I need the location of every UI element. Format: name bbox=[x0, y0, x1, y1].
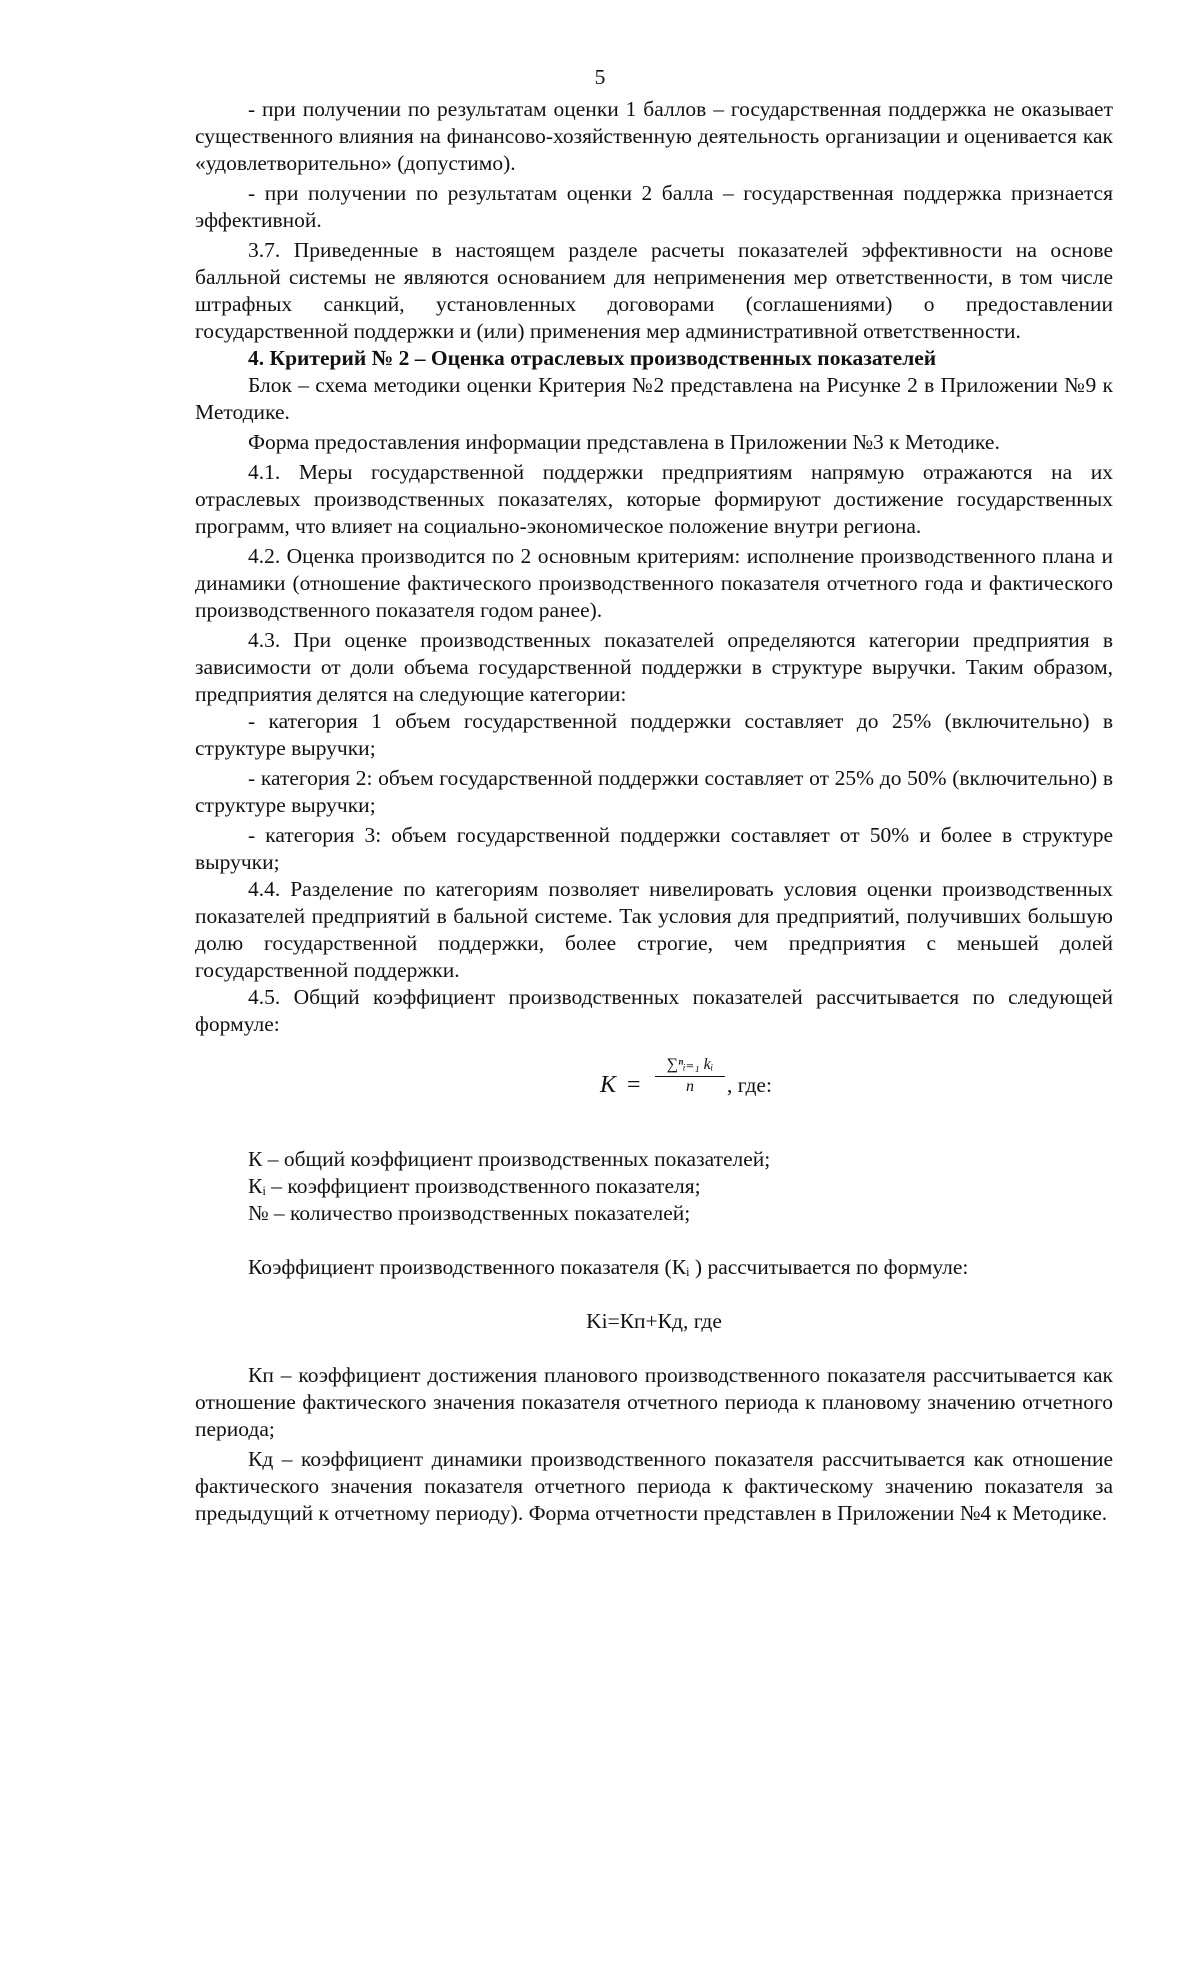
formula-numerator: ∑ⁿᵢ₌₁ kᵢ bbox=[655, 1056, 725, 1077]
spacer bbox=[195, 1227, 1113, 1254]
paragraph-4-1: 4.1. Меры государственной поддержки предприятиям напрямую отражаются на их отраслевых производственных показателях, которые формируют достижение государственных программ, что влияет на социально-экономическое положение внутри региона. bbox=[195, 460, 1113, 538]
definition-kp: Кп – коэффициент достижения планового производственного показателя рассчитывается как отношение фактического значения показателя отчетного периода к плановому значению отчетного периода; bbox=[195, 1363, 1113, 1441]
definition-k: К – общий коэффициент производственных показателей; bbox=[248, 1147, 771, 1171]
paragraph-form: Форма предоставления информации представлена в Приложении №3 к Методике. bbox=[248, 430, 1000, 454]
paragraph-4-3: 4.3. При оценке производственных показателей определяются категории предприятия в зависимости от доли объема государственной поддержки в структуре выручки. Таким образом, предприятия делятся на следующие категории: bbox=[195, 628, 1113, 706]
formula-fraction bbox=[655, 1056, 725, 1097]
definition-ki: Кᵢ – коэффициент производственного показателя; bbox=[248, 1174, 701, 1198]
formula-suffix: , где: bbox=[727, 1073, 772, 1097]
paragraph-block-scheme: Блок – схема методики оценки Критерия №2 представлена на Рисунке 2 в Приложении №9 к Методике. bbox=[195, 373, 1113, 424]
paragraph-4-5: 4.5. Общий коэффициент производственных показателей рассчитывается по следующей формуле: bbox=[195, 985, 1113, 1036]
paragraph-score-2: - при получении по результатам оценки 2 балла – государственная поддержка признается эффективной. bbox=[195, 181, 1113, 232]
list-item-category-3: - категория 3: объем государственной поддержки составляет от 50% и более в структуре выручки; bbox=[195, 823, 1113, 874]
list-item-category-1: - категория 1 объем государственной поддержки составляет до 25% (включительно) в структуре выручки; bbox=[195, 709, 1113, 760]
spacer bbox=[195, 1281, 1113, 1308]
spacer bbox=[195, 1335, 1113, 1362]
list-item-category-2: - категория 2: объем государственной поддержки составляет от 25% до 50% (включительно) в структуре выручки; bbox=[195, 766, 1113, 817]
formula-equals: = bbox=[627, 1072, 641, 1098]
formula-denominator: n bbox=[686, 1078, 694, 1095]
formula-ki: Ki=Кп+Кд, где bbox=[586, 1309, 722, 1333]
page-number: 5 bbox=[594, 65, 606, 89]
formula-total-coefficient bbox=[195, 1050, 1113, 1128]
document-body bbox=[195, 96, 1113, 1527]
paragraph-4-4: 4.4. Разделение по категориям позволяет нивелировать условия оценки производственных показателей предприятий в бальной системе. Так условия для предприятий, получивших большую долю государственной поддержки, более строгие, чем предприятия с меньшей долей государственной поддержки. bbox=[195, 877, 1113, 982]
definition-kd: Кд – коэффициент динамики производственного показателя рассчитывается как отношение фактического значения показателя отчетного периода к фактическому значению показателя за предыдущий к отчетному периоду). Форма отчетности представлен в Приложении №4 к Методике. bbox=[195, 1447, 1113, 1525]
paragraph-4-2: 4.2. Оценка производится по 2 основным критериям: исполнение производственного плана и динамики (отношение фактического производственного показателя отчетного года и фактического производственного показателя годом ранее). bbox=[195, 544, 1113, 622]
formula-lhs: K bbox=[600, 1072, 617, 1098]
section-heading: 4. Критерий № 2 – Оценка отраслевых производственных показателей bbox=[248, 346, 937, 370]
definition-n: № – количество производственных показателей; bbox=[248, 1201, 691, 1225]
paragraph-score-1: - при получении по результатам оценки 1 баллов – государственная поддержка не оказывает существенного влияния на финансово-хозяйственную деятельность организации и оценивается как «удовлетворительно» (допустимо). bbox=[195, 97, 1113, 175]
paragraph-3-7: 3.7. Приведенные в настоящем разделе расчеты показателей эффективности на основе балльной системы не являются основанием для неприменения мер ответственности, в том числе штрафных санкций, установленных договорами (соглашениями) о предоставлении государственной поддержки и (или) применения мер административной ответственности. bbox=[195, 238, 1113, 343]
formula-2-intro: Коэффициент производственного показателя (Кᵢ ) рассчитывается по формуле: bbox=[248, 1255, 969, 1279]
